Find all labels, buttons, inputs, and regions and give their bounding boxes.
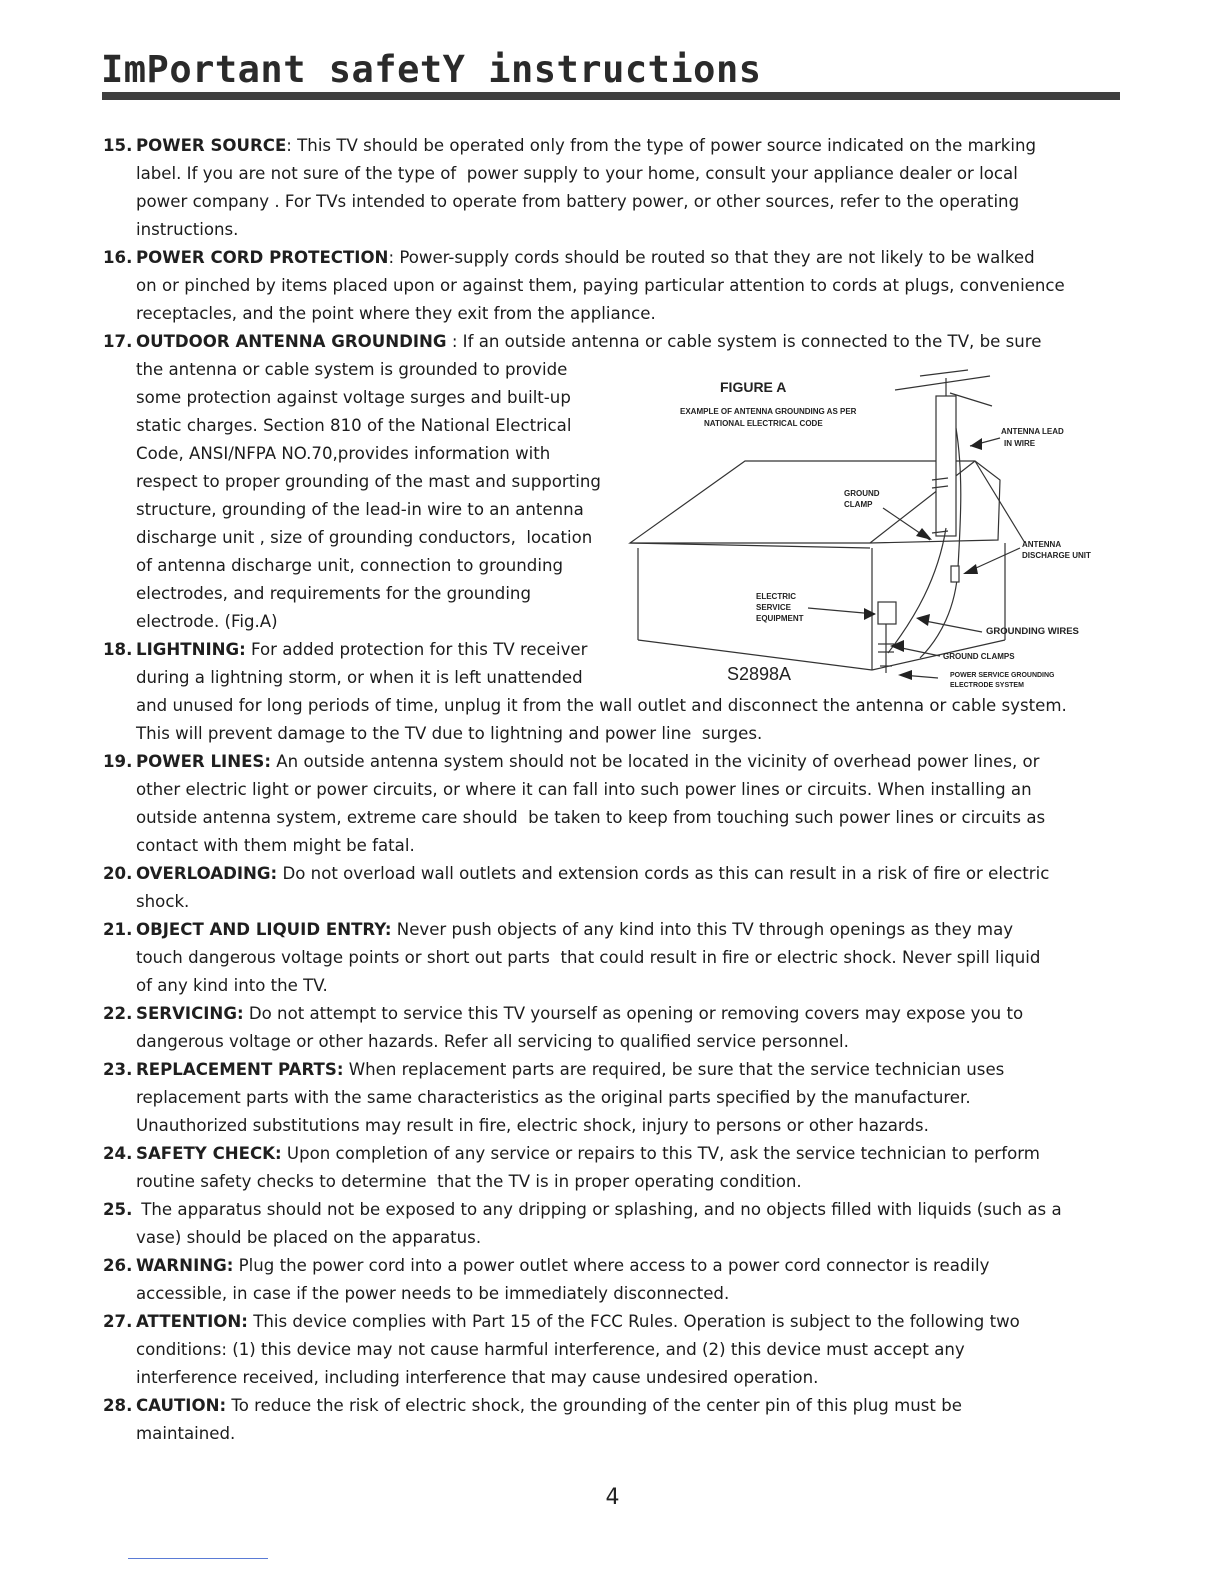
item-text: maintained. bbox=[136, 1424, 236, 1443]
item-line bbox=[136, 1140, 1100, 1168]
instruction-list bbox=[100, 132, 1100, 1448]
item-number: 17. bbox=[103, 332, 133, 351]
item-text: vase) should be placed on the apparatus. bbox=[136, 1228, 482, 1247]
antenna-element-3 bbox=[920, 370, 968, 376]
item-heading: OVERLOADING: bbox=[136, 864, 278, 883]
label-service: SERVICE bbox=[756, 603, 791, 612]
item-text: during a lightning storm, or when it is left unattended bbox=[136, 668, 583, 687]
instruction-item bbox=[100, 1252, 1100, 1308]
instruction-item bbox=[100, 1196, 1100, 1252]
item-number: 15. bbox=[103, 136, 133, 155]
item-line bbox=[136, 1392, 1100, 1420]
label-electric: ELECTRIC bbox=[756, 592, 796, 601]
instruction-item bbox=[100, 1140, 1100, 1196]
item-heading: POWER CORD PROTECTION bbox=[136, 248, 389, 267]
label-ground: GROUND bbox=[844, 489, 880, 498]
page-title: ImPortant safetY instructions bbox=[101, 48, 762, 91]
item-number: 19. bbox=[103, 752, 133, 771]
mast-chimney bbox=[936, 396, 956, 536]
instruction-item bbox=[100, 1392, 1100, 1448]
instruction-item bbox=[100, 132, 1100, 244]
label-clamp: CLAMP bbox=[844, 500, 873, 509]
item-text: shock. bbox=[136, 892, 190, 911]
item-heading: WARNING: bbox=[136, 1256, 234, 1275]
page-number: 4 bbox=[605, 1485, 620, 1510]
item-text: Code, ANSI/NFPA NO.70,provides information with bbox=[136, 444, 551, 463]
item-line bbox=[136, 132, 1100, 160]
item-text: discharge unit , size of grounding conductors, location bbox=[136, 528, 593, 547]
item-line bbox=[136, 1084, 1100, 1112]
item-line bbox=[136, 888, 1100, 916]
item-number: 21. bbox=[103, 920, 133, 939]
item-number: 18. bbox=[103, 640, 133, 659]
item-text: static charges. Section 810 of the National Electrical bbox=[136, 416, 572, 435]
label-equipment: EQUIPMENT bbox=[756, 614, 804, 623]
item-text: : If an outside antenna or cable system is connected to the TV, be sure bbox=[446, 332, 1042, 351]
item-heading: CAUTION: bbox=[136, 1396, 227, 1415]
item-text: of any kind into the TV. bbox=[136, 976, 328, 995]
instruction-item bbox=[100, 1056, 1100, 1140]
item-line bbox=[136, 860, 1100, 888]
label-ground-clamps: GROUND CLAMPS bbox=[943, 652, 1015, 661]
item-line bbox=[136, 272, 1100, 300]
item-line bbox=[136, 944, 1100, 972]
item-text: and unused for long periods of time, unplug it from the wall outlet and disconnect the antenna or cable system. bbox=[136, 696, 1067, 715]
item-line bbox=[136, 244, 1100, 272]
antenna-grounding-diagram bbox=[620, 368, 1110, 703]
figure-caption-2: NATIONAL ELECTRICAL CODE bbox=[704, 419, 823, 428]
item-text: routine safety checks to determine that the TV is in proper operating condition. bbox=[136, 1172, 802, 1191]
instruction-item bbox=[100, 244, 1100, 328]
item-number: 24. bbox=[103, 1144, 133, 1163]
label-in-wire: IN WIRE bbox=[1004, 439, 1036, 448]
item-line bbox=[136, 160, 1100, 188]
item-line bbox=[136, 1224, 1100, 1252]
instruction-item bbox=[100, 860, 1100, 916]
item-text: outside antenna system, extreme care should be taken to keep from touching such power lines or circuits as bbox=[136, 808, 1046, 827]
item-text: This will prevent damage to the TV due to lightning and power line surges. bbox=[136, 724, 763, 743]
item-number: 23. bbox=[103, 1060, 133, 1079]
item-text: of antenna discharge unit, connection to grounding bbox=[136, 556, 563, 575]
item-line bbox=[136, 1308, 1100, 1336]
item-heading: POWER LINES: bbox=[136, 752, 272, 771]
item-number: 16. bbox=[103, 248, 133, 267]
item-line bbox=[136, 188, 1100, 216]
item-number: 20. bbox=[103, 864, 133, 883]
item-text: Plug the power cord into a power outlet where access to a power cord connector is readily bbox=[233, 1256, 990, 1275]
item-text: structure, grounding of the lead-in wire to an antenna bbox=[136, 500, 584, 519]
item-heading: OBJECT AND LIQUID ENTRY: bbox=[136, 920, 392, 939]
item-line bbox=[136, 1028, 1100, 1056]
item-line bbox=[136, 916, 1100, 944]
item-text: receptacles, and the point where they exit from the appliance. bbox=[136, 304, 656, 323]
item-text: Unauthorized substitutions may result in fire, electric shock, injury to persons or other hazards. bbox=[136, 1116, 929, 1135]
item-line bbox=[136, 1196, 1100, 1224]
item-line bbox=[136, 1280, 1100, 1308]
footer-link-underline bbox=[128, 1558, 268, 1559]
item-heading: LIGHTNING: bbox=[136, 640, 246, 659]
item-text: replacement parts with the same characteristics as the original parts specified by the manufacturer. bbox=[136, 1088, 971, 1107]
instruction-item bbox=[100, 748, 1100, 860]
item-text: This device complies with Part 15 of the FCC Rules. Operation is subject to the following two bbox=[247, 1312, 1020, 1331]
instruction-item bbox=[100, 916, 1100, 1000]
item-text: instructions. bbox=[136, 220, 239, 239]
item-line bbox=[136, 1112, 1100, 1140]
label-antenna-lead: ANTENNA LEAD bbox=[1001, 427, 1064, 436]
instruction-item bbox=[100, 1308, 1100, 1392]
item-line bbox=[136, 748, 1100, 776]
item-line bbox=[136, 972, 1100, 1000]
title-divider bbox=[102, 92, 1120, 100]
item-text: on or pinched by items placed upon or against them, paying particular attention to cords at plugs, convenience bbox=[136, 276, 1065, 295]
item-text: electrode. (Fig.A) bbox=[136, 612, 278, 631]
item-line bbox=[136, 300, 1100, 328]
item-text: Do not overload wall outlets and extension cords as this can result in a risk of fire or electric bbox=[277, 864, 1050, 883]
item-line bbox=[136, 832, 1100, 860]
item-text: label. If you are not sure of the type of power supply to your home, consult your appliance dealer or local bbox=[136, 164, 1018, 183]
item-line bbox=[136, 1420, 1100, 1448]
electric-service-box bbox=[878, 602, 896, 624]
roof-eave bbox=[630, 543, 870, 548]
item-heading: POWER SOURCE bbox=[136, 136, 287, 155]
item-text: the antenna or cable system is grounded to provide bbox=[136, 360, 568, 379]
item-line bbox=[136, 216, 1100, 244]
item-line bbox=[136, 1000, 1100, 1028]
item-number: 26. bbox=[103, 1256, 133, 1275]
item-number: 27. bbox=[103, 1312, 133, 1331]
model-number: S2898A bbox=[727, 664, 792, 684]
item-text: An outside antenna system should not be located in the vicinity of overhead power lines, or bbox=[271, 752, 1040, 771]
item-line bbox=[136, 720, 1100, 748]
item-line bbox=[136, 1056, 1100, 1084]
item-text: : Power-supply cords should be routed so that they are not likely to be walked bbox=[388, 248, 1035, 267]
item-text: accessible, in case if the power needs to be immediately disconnected. bbox=[136, 1284, 730, 1303]
item-text: other electric light or power circuits, or where it can fall into such power lines or circuits. When installing an bbox=[136, 780, 1032, 799]
item-heading: ATTENTION: bbox=[136, 1312, 248, 1331]
item-number: 25. bbox=[103, 1200, 133, 1219]
item-line bbox=[136, 1336, 1100, 1364]
item-text: electrodes, and requirements for the grounding bbox=[136, 584, 531, 603]
item-text: Upon completion of any service or repairs to this TV, ask the service technician to perform bbox=[281, 1144, 1040, 1163]
antenna-element-1 bbox=[895, 376, 990, 390]
discharge-unit-box bbox=[951, 566, 959, 582]
item-text: contact with them might be fatal. bbox=[136, 836, 415, 855]
item-line bbox=[136, 804, 1100, 832]
item-text: power company . For TVs intended to operate from battery power, or other sources, refer to the operating bbox=[136, 192, 1020, 211]
item-heading: REPLACEMENT PARTS: bbox=[136, 1060, 344, 1079]
label-discharge-unit: DISCHARGE UNIT bbox=[1022, 551, 1091, 560]
item-text: Do not attempt to service this TV yourself as opening or removing covers may expose you to bbox=[243, 1004, 1024, 1023]
label-antenna: ANTENNA bbox=[1022, 540, 1062, 549]
item-line bbox=[136, 1168, 1100, 1196]
figure-a bbox=[620, 368, 1110, 703]
label-grounding-wires: GROUNDING WIRES bbox=[986, 626, 1079, 637]
item-heading: OUTDOOR ANTENNA GROUNDING bbox=[136, 332, 447, 351]
item-text: interference received, including interference that may cause undesired operation. bbox=[136, 1368, 819, 1387]
item-line bbox=[136, 1364, 1100, 1392]
item-text: When replacement parts are required, be sure that the service technician uses bbox=[343, 1060, 1005, 1079]
ground-wire-1 bbox=[888, 528, 946, 653]
item-line bbox=[136, 1252, 1100, 1280]
item-heading: SERVICING: bbox=[136, 1004, 244, 1023]
item-text: To reduce the risk of electric shock, the grounding of the center pin of this plug must be bbox=[226, 1396, 962, 1415]
item-text: touch dangerous voltage points or short out parts that could result in fire or electric shock. Never spill liquid bbox=[136, 948, 1041, 967]
item-text: The apparatus should not be exposed to any dripping or splashing, and no objects filled with liquids (such as a bbox=[136, 1200, 1062, 1219]
instruction-item bbox=[100, 1000, 1100, 1056]
item-line bbox=[136, 328, 1100, 356]
item-text: respect to proper grounding of the mast and supporting bbox=[136, 472, 601, 491]
item-text: Never push objects of any kind into this TV through openings as they may bbox=[391, 920, 1014, 939]
item-text: : This TV should be operated only from the type of power source indicated on the marking bbox=[286, 136, 1037, 155]
item-heading: SAFETY CHECK: bbox=[136, 1144, 282, 1163]
item-text: conditions: (1) this device may not cause harmful interference, and (2) this device must accept any bbox=[136, 1340, 965, 1359]
item-number: 22. bbox=[103, 1004, 133, 1023]
label-electrode-system: ELECTRODE SYSTEM bbox=[950, 682, 1024, 689]
figure-caption-1: EXAMPLE OF ANTENNA GROUNDING AS PER bbox=[680, 407, 857, 416]
figure-title: FIGURE A bbox=[720, 379, 787, 395]
item-text: dangerous voltage or other hazards. Refer all servicing to qualified service personnel. bbox=[136, 1032, 849, 1051]
item-text: some protection against voltage surges and built-up bbox=[136, 388, 571, 407]
item-number: 28. bbox=[103, 1396, 133, 1415]
item-line bbox=[136, 776, 1100, 804]
item-text: For added protection for this TV receiver bbox=[245, 640, 588, 659]
label-power-service: POWER SERVICE GROUNDING bbox=[950, 672, 1055, 679]
